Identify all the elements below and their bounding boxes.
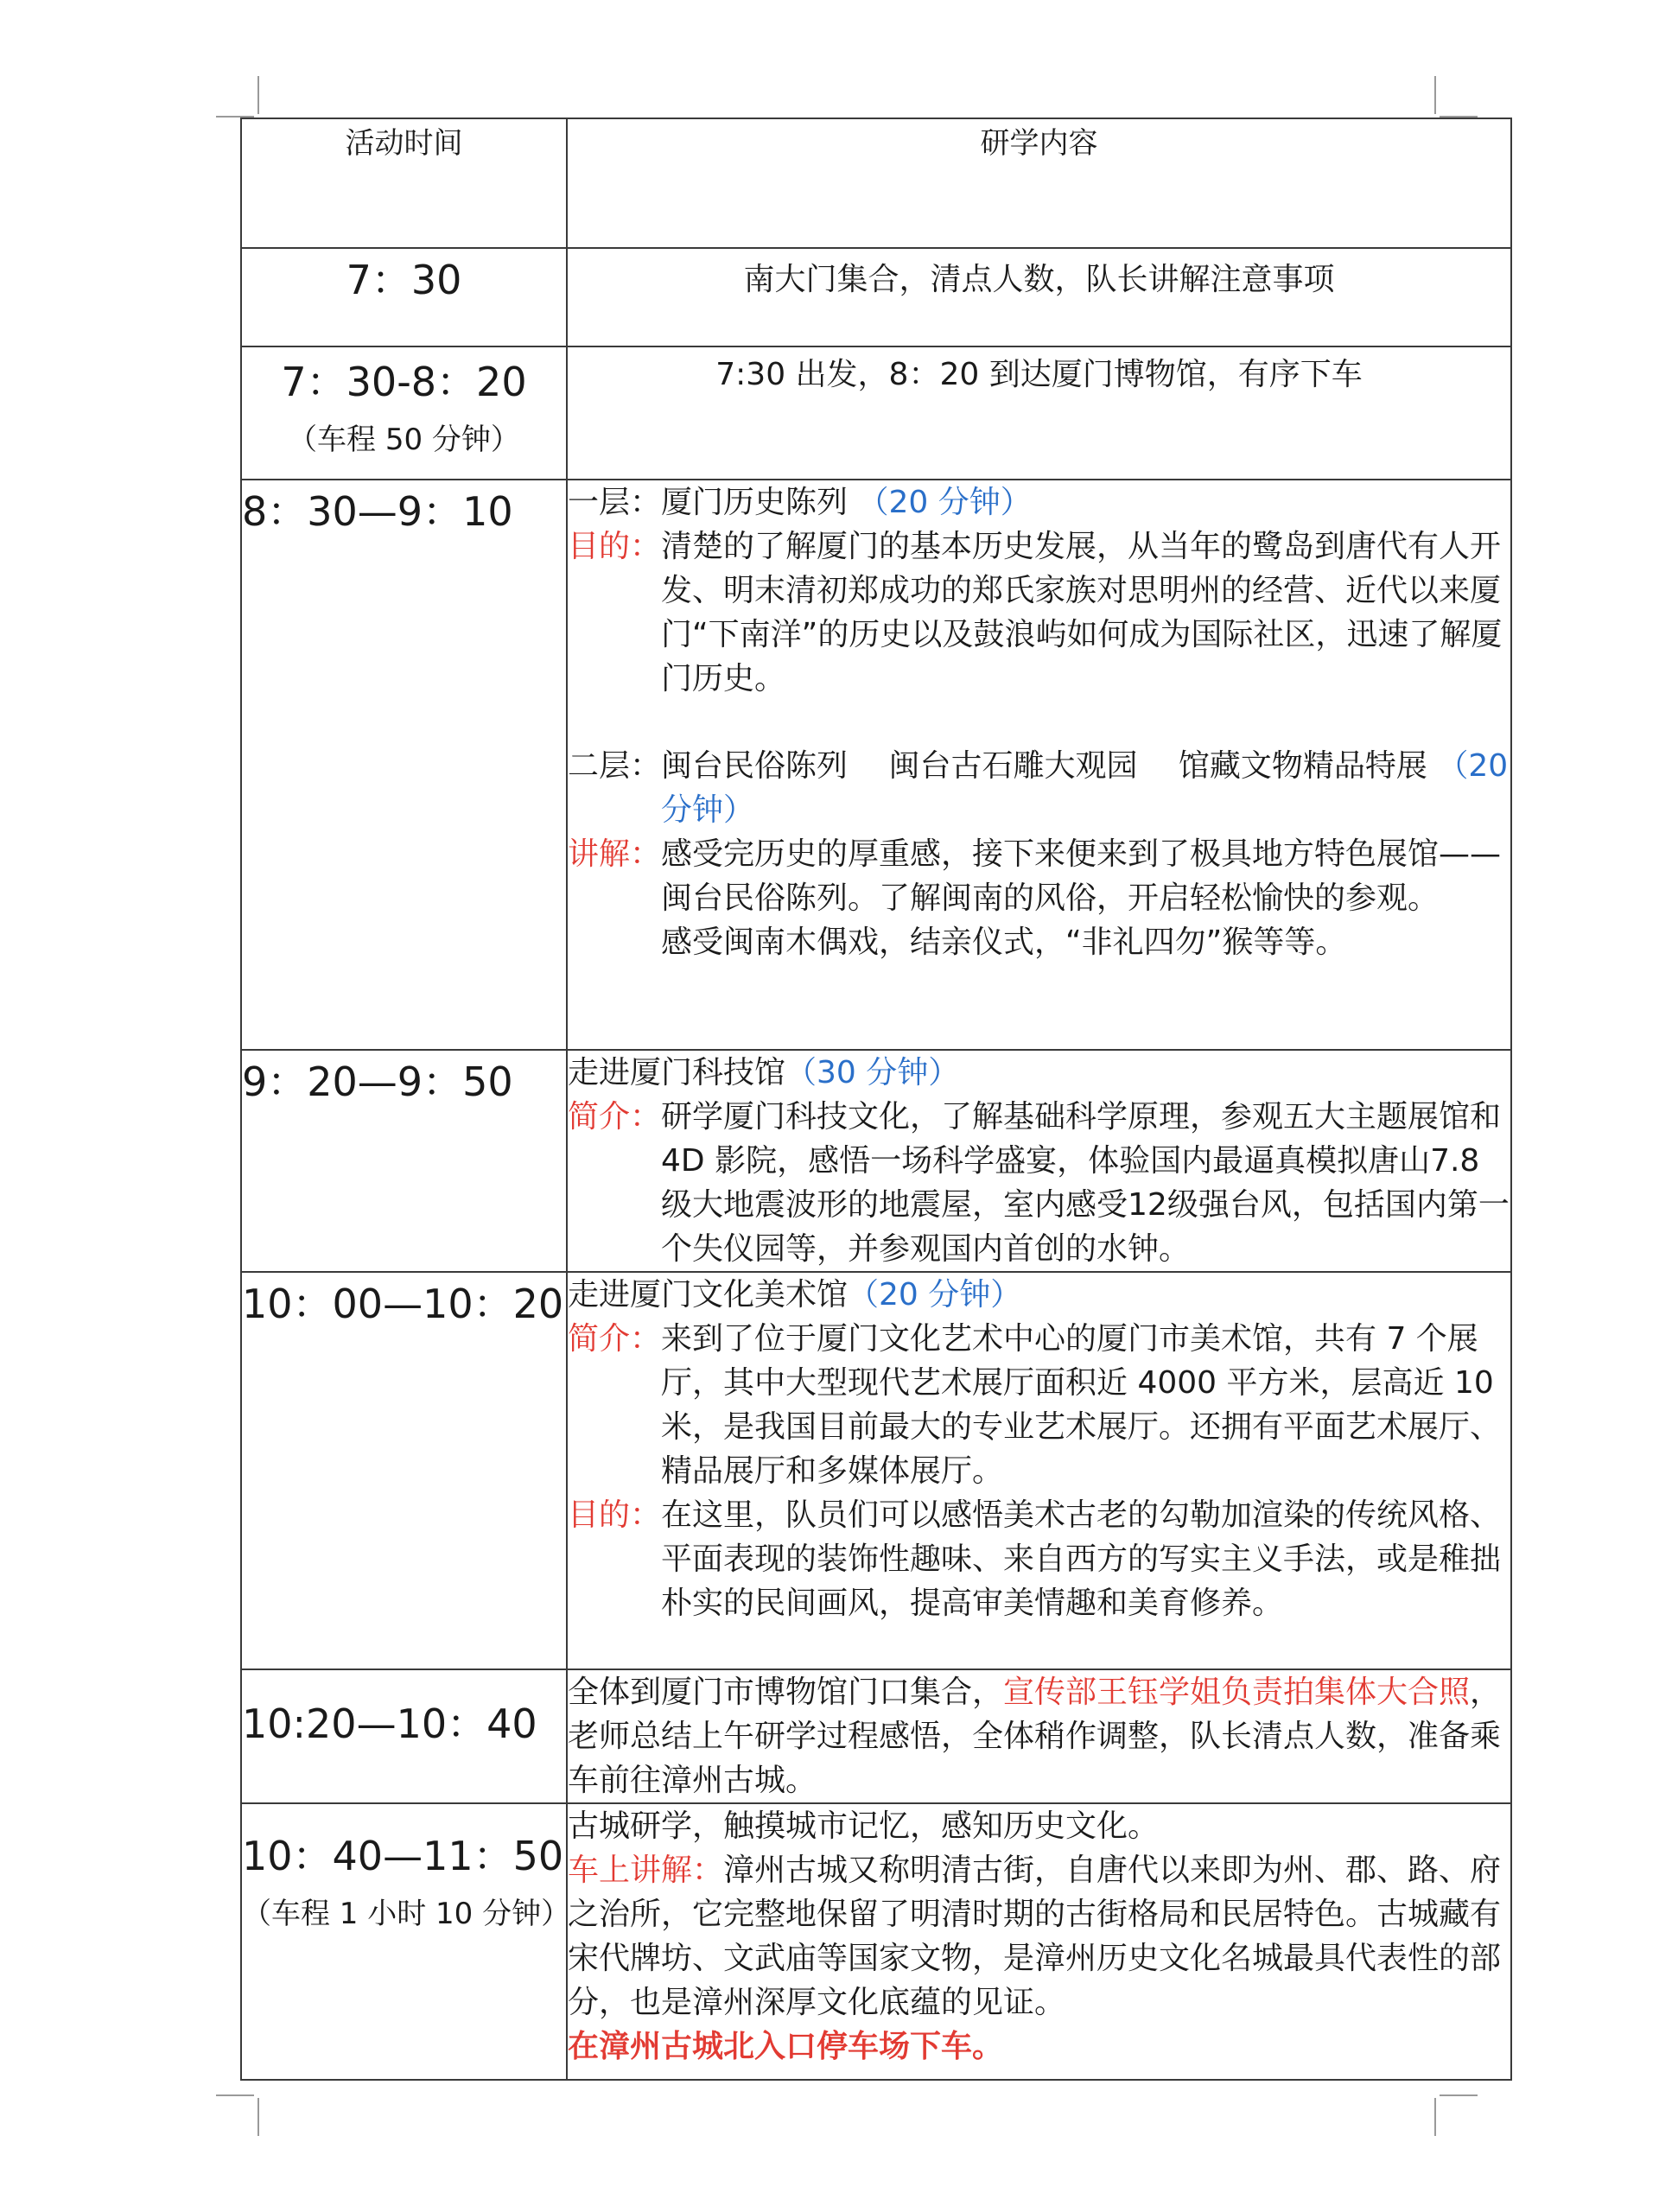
row-content: 南大门集合，清点人数，队长讲解注意事项 (743, 262, 1335, 297)
explain-label: 车上讲解： (568, 1853, 724, 1888)
table-row (241, 248, 1511, 346)
row-time: 9：20—9：50 (241, 1050, 567, 1272)
assembly-photo-note: 宣传部王钰学姐负责拍集体大合照 (1003, 1675, 1471, 1710)
floor1-title: 厦门历史陈列 (661, 485, 849, 520)
explain-label: 讲解： (568, 836, 662, 872)
purpose-label: 目的： (568, 1497, 662, 1533)
gallery-title: 走进厦门文化美术馆 (568, 1277, 849, 1313)
floor1-duration: （20 分钟） (857, 485, 1032, 520)
row-time: 7：30 (241, 248, 567, 346)
floor1-label: 一层： (568, 485, 662, 520)
table-row (241, 1050, 1511, 1272)
floor2-label: 二层： (568, 748, 662, 784)
gallery-title-line (568, 1273, 1510, 1317)
museum-title-line (568, 1051, 1510, 1095)
intro-text: 研学厦门科技文化，了解基础科学原理，参观五大主题展馆和 4D 影院，感悟一场科学盛宴，体验国内最逼真模拟唐山7.8级大地震波形的地震屋，室内感受12级强台风，包括国内第一个失仪园等，并参观国内首创的水钟。 (661, 1099, 1510, 1267)
purpose-line (568, 524, 1510, 701)
crop-mark (1440, 2094, 1478, 2096)
purpose-text: 在这里，队员们可以感悟美术古老的勾勒加渲染的传统风格、平面表现的装饰性趣味、来自西方的写实主义手法，或是稚拙朴实的民间画风，提高审美情趣和美育修养。 (661, 1497, 1502, 1621)
row-time-sub: （车程 1 小时 10 分钟） (242, 1897, 571, 1931)
gallery-duration: （20 分钟） (848, 1277, 1022, 1313)
row-time-sub: （车程 50 分钟） (288, 423, 520, 457)
row-time-cell (241, 346, 567, 480)
intro-line (568, 1317, 1510, 1493)
explain-line (568, 1848, 1510, 2024)
row-content: 7:30 出发，8：20 到达厦门博物馆，有序下车 (715, 357, 1363, 392)
purpose-text: 清楚的了解厦门的基本历史发展，从当年的鹭岛到唐代有人开发、明末清初郑成功的郑氏家族对思明州的经营、近代以来厦门“下南洋”的历史以及鼓浪屿如何成为国际社区，迅速了解厦门历史。 (661, 529, 1503, 696)
table-header-row (241, 118, 1511, 248)
row-time: 10：40—11：50 (242, 1833, 564, 1879)
crop-mark (257, 76, 259, 114)
row-time: 8：30—9：10 (241, 480, 567, 1050)
row-time: 10：00—10：20 (241, 1272, 567, 1669)
row-time: 7：30-8：20 (281, 359, 527, 405)
floor2-title: 闽台民俗陈列 闽台古石雕大观园 馆藏文物精品特展 (661, 748, 1427, 784)
table-row (241, 346, 1511, 480)
assembly-text-a: 全体到厦门市博物馆门口集合， (568, 1675, 1004, 1710)
floor2-duration: （20 分钟） (661, 748, 1509, 828)
header-time: 活动时间 (241, 118, 567, 248)
intro-line (568, 1095, 1510, 1271)
floor1-line (568, 480, 1510, 524)
museum-title: 走进厦门科技馆 (568, 1055, 786, 1090)
explain-text: 漳州古城又称明清古街，自唐代以来即为州、郡、路、府之治所，它完整地保留了明清时期的古街格局和民居特色。古城藏有宋代牌坊、文武庙等国家文物，是漳州历史文化名城最具代表性的部分，也是漳州深厚文化底蕴的见证。 (568, 1853, 1502, 2020)
purpose-line (568, 1493, 1510, 1625)
crop-mark (216, 2094, 254, 2096)
assembly-text-b: ，老师总结上午研学过程感悟，全体稍作调整，队长清点人数，准备乘车前往漳州古城。 (568, 1675, 1502, 1798)
oldtown-title: 古城研学，触摸城市记忆，感知历史文化。 (568, 1808, 1160, 1844)
header-content: 研学内容 (567, 118, 1511, 248)
purpose-label: 目的： (568, 529, 662, 564)
row-time: 10:20—10：40 (241, 1669, 567, 1803)
row-time-cell (241, 1803, 571, 2080)
intro-label: 简介： (568, 1321, 662, 1357)
dropoff-note: 在漳州古城北入口停车场下车。 (568, 2029, 1004, 2064)
museum-duration: （30 分钟） (785, 1055, 960, 1090)
table-row (241, 1803, 1511, 2080)
crop-mark (1434, 76, 1436, 114)
intro-text: 来到了位于厦门文化艺术中心的厦门市美术馆，共有 7 个展厅，其中大型现代艺术展厅面积近 4000 平方米，层高近 10 米，是我国目前最大的专业艺术展厅。还拥有平面艺术展厅、精品展厅和多媒体展厅。 (661, 1321, 1502, 1489)
floor2-line (568, 744, 1510, 832)
table-row (241, 480, 1511, 1050)
explain-text: 感受完历史的厚重感，接下来便来到了极具地方特色展馆——闽台民俗陈列。了解闽南的风俗，开启轻松愉快的参观。 (661, 836, 1502, 916)
table-row (241, 1669, 1511, 1803)
crop-mark (1434, 2098, 1436, 2136)
intro-label: 简介： (568, 1099, 662, 1135)
table-row (241, 1272, 1511, 1669)
explain-line (568, 832, 1510, 964)
crop-mark (257, 2098, 259, 2136)
explain-text-2: 感受闽南木偶戏，结亲仪式，“非礼四勿”猴等等。 (661, 925, 1347, 960)
schedule-table (240, 118, 1512, 2081)
